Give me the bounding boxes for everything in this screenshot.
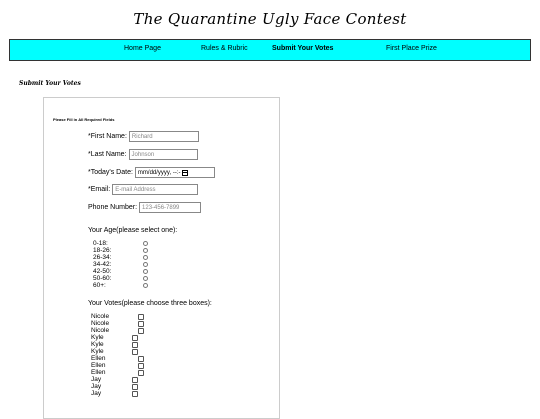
- vote-checkbox[interactable]: [138, 356, 144, 362]
- vote-checkbox[interactable]: [132, 391, 138, 397]
- nav-item-home[interactable]: Home Page: [124, 45, 161, 52]
- vote-option-label: Ellen: [91, 369, 106, 376]
- vote-checkbox[interactable]: [138, 370, 144, 376]
- vote-form: [43, 97, 280, 419]
- vote-option-label: Nicole: [91, 313, 110, 320]
- section-heading: Submit Your Votes: [19, 80, 81, 87]
- age-radio[interactable]: [143, 276, 148, 281]
- nav-item-first-place-prize[interactable]: First Place Prize: [386, 45, 437, 52]
- vote-option-label: Kyle: [91, 348, 104, 355]
- email-row: [88, 184, 198, 195]
- vote-checkbox[interactable]: [132, 384, 138, 390]
- vote-checkbox[interactable]: [138, 363, 144, 369]
- age-option-label: 34-42:: [93, 261, 112, 268]
- first-name-row: [88, 131, 199, 142]
- last-name-row: [88, 149, 198, 160]
- vote-option-label: Nicole: [91, 327, 110, 334]
- age-option-label: 26-34:: [93, 254, 112, 261]
- vote-option-label: Jay: [91, 376, 102, 383]
- vote-checkbox[interactable]: [132, 335, 138, 341]
- age-radio[interactable]: [143, 283, 148, 288]
- calendar-icon[interactable]: [182, 170, 188, 176]
- votes-group-label: Your Votes(please choose three boxes):: [88, 300, 212, 307]
- age-radio[interactable]: [143, 269, 148, 274]
- first-name-input[interactable]: Richard: [129, 131, 199, 142]
- date-row: [88, 167, 215, 178]
- nav-item-rules[interactable]: Rules & Rubric: [201, 45, 248, 52]
- last-name-input[interactable]: Johnson: [129, 149, 198, 160]
- age-group-label: Your Age(please select one):: [88, 227, 178, 234]
- site-title: The Quarantine Ugly Face Contest: [133, 10, 407, 28]
- vote-checkbox[interactable]: [132, 377, 138, 383]
- vote-checkbox[interactable]: [138, 314, 144, 320]
- email-label: *Email:: [88, 186, 111, 193]
- phone-row: [88, 202, 201, 213]
- age-radio[interactable]: [143, 255, 148, 260]
- vote-checkbox[interactable]: [132, 349, 138, 355]
- vote-checkbox[interactable]: [132, 342, 138, 348]
- vote-option-label: Ellen: [91, 362, 106, 369]
- nav-bar: [9, 39, 531, 61]
- date-input[interactable]: [135, 167, 215, 178]
- required-note: Please Fill in All Required Fields: [53, 117, 115, 122]
- phone-label: Phone Number:: [88, 204, 138, 211]
- vote-option-label: Nicole: [91, 320, 110, 327]
- date-label: *Today's Date:: [88, 169, 133, 176]
- date-placeholder: mm/dd/yyyy, --:-: [137, 169, 181, 176]
- last-name-label: *Last Name:: [88, 151, 127, 158]
- nav-item-submit-votes[interactable]: Submit Your Votes: [272, 45, 334, 52]
- vote-checkbox[interactable]: [138, 328, 144, 334]
- vote-option-label: Jay: [91, 383, 102, 390]
- age-option-label: 0-18:: [93, 240, 108, 247]
- phone-input[interactable]: 123-456-7899: [139, 202, 201, 213]
- age-radio[interactable]: [143, 248, 148, 253]
- age-option-label: 18-26:: [93, 247, 112, 254]
- email-input[interactable]: E-mail Address: [112, 184, 198, 195]
- first-name-label: *First Name:: [88, 133, 127, 140]
- age-option-label: 42-50:: [93, 268, 112, 275]
- vote-option-label: Kyle: [91, 334, 104, 341]
- vote-option-label: Ellen: [91, 355, 106, 362]
- vote-checkbox[interactable]: [138, 321, 144, 327]
- age-radio[interactable]: [143, 241, 148, 246]
- age-option-label: 50-60:: [93, 275, 112, 282]
- age-radio[interactable]: [143, 262, 148, 267]
- vote-option-label: Jay: [91, 390, 102, 397]
- vote-option-label: Kyle: [91, 341, 104, 348]
- age-option-label: 60+:: [93, 282, 106, 289]
